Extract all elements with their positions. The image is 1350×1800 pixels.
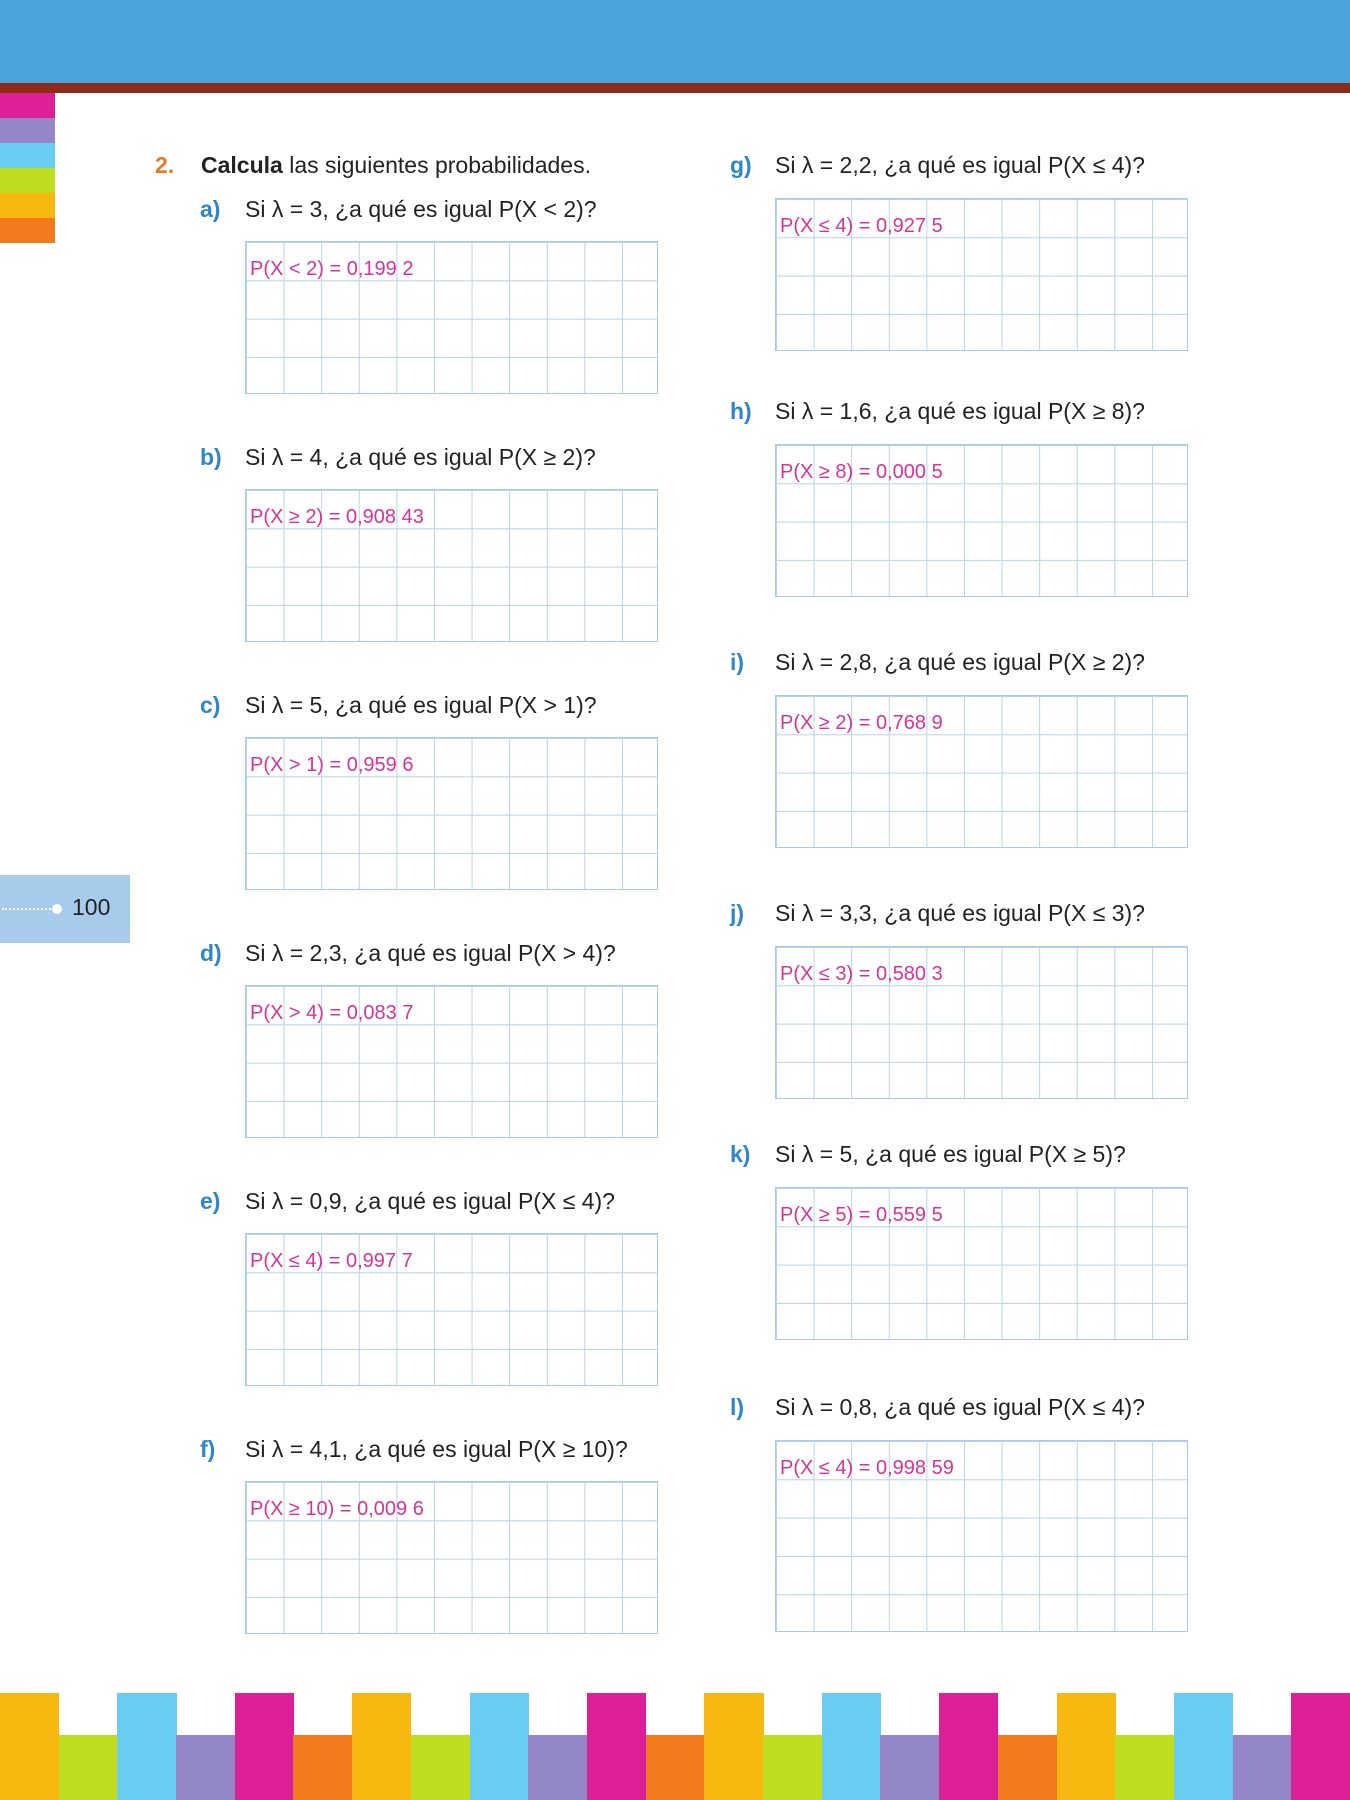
- answer-grid[interactable]: [775, 946, 1188, 1099]
- exercise-instruction: las siguientes probabilidades.: [282, 152, 591, 178]
- answer-grid[interactable]: [775, 198, 1188, 351]
- color-swatch: [0, 143, 55, 168]
- item-question: Si λ = 3,3, ¿a qué es igual P(X ≤ 3)?: [775, 900, 1145, 926]
- item-letter: h): [730, 398, 752, 424]
- color-stripe: [352, 1693, 411, 1800]
- item-letter: b): [200, 444, 222, 470]
- handwritten-answer: P(X < 2) = 0,199 2: [250, 258, 414, 280]
- color-stripe: [998, 1735, 1057, 1800]
- color-stripe: [59, 1735, 118, 1800]
- header-bar: [0, 0, 1350, 83]
- color-swatch: [0, 93, 55, 118]
- exercise-verb: Calcula: [201, 152, 283, 178]
- item-question: Si λ = 2,3, ¿a qué es igual P(X > 4)?: [245, 940, 616, 966]
- answer-grid[interactable]: [775, 695, 1188, 848]
- item-letter: d): [200, 940, 222, 966]
- item-letter: c): [200, 692, 221, 718]
- color-stripe: [587, 1693, 646, 1800]
- exercise-number: 2.: [155, 152, 175, 178]
- color-stripe: [117, 1693, 176, 1800]
- answer-grid[interactable]: [775, 444, 1188, 597]
- color-stripe: [235, 1693, 294, 1800]
- item-question: Si λ = 2,2, ¿a qué es igual P(X ≤ 4)?: [775, 152, 1145, 178]
- answer-grid[interactable]: [245, 241, 658, 394]
- color-stripe: [293, 1735, 352, 1800]
- color-stripe: [1057, 1693, 1116, 1800]
- answer-grid[interactable]: [245, 737, 658, 890]
- color-stripe: [528, 1735, 587, 1800]
- handwritten-answer: P(X > 1) = 0,959 6: [250, 754, 414, 776]
- answer-grid[interactable]: [245, 489, 658, 642]
- color-swatch: [0, 193, 55, 218]
- header-rule: [0, 83, 1350, 93]
- handwritten-answer: P(X ≥ 2) = 0,908 43: [250, 506, 424, 528]
- item-letter: a): [200, 196, 221, 222]
- handwritten-answer: P(X ≤ 4) = 0,997 7: [250, 1250, 413, 1272]
- item-letter: l): [730, 1394, 745, 1420]
- color-stripe: [1291, 1693, 1350, 1800]
- leader-dot: [52, 904, 62, 914]
- color-stripe: [470, 1693, 529, 1800]
- handwritten-answer: P(X ≥ 8) = 0,000 5: [780, 461, 943, 483]
- item-question: Si λ = 2,8, ¿a qué es igual P(X ≥ 2)?: [775, 649, 1145, 675]
- item-letter: j): [730, 900, 745, 926]
- color-stripe: [1174, 1693, 1233, 1800]
- handwritten-answer: P(X ≤ 4) = 0,998 59: [780, 1457, 954, 1479]
- exercise-title: [155, 152, 591, 179]
- color-swatch-column: [0, 93, 55, 243]
- color-swatch: [0, 218, 55, 243]
- item-letter: e): [200, 1188, 221, 1214]
- item-question: Si λ = 1,6, ¿a qué es igual P(X ≥ 8)?: [775, 398, 1145, 424]
- page-number-tab: [0, 875, 130, 943]
- item-letter: f): [200, 1436, 216, 1462]
- item-question: Si λ = 5, ¿a qué es igual P(X ≥ 5)?: [775, 1141, 1126, 1167]
- item-question: Si λ = 4,1, ¿a qué es igual P(X ≥ 10)?: [245, 1436, 628, 1462]
- item-question: Si λ = 4, ¿a qué es igual P(X ≥ 2)?: [245, 444, 596, 470]
- color-stripe: [1233, 1735, 1292, 1800]
- item-question: Si λ = 5, ¿a qué es igual P(X > 1)?: [245, 692, 597, 718]
- decorative-stripe-footer: [0, 1693, 1350, 1800]
- color-stripe: [880, 1735, 939, 1800]
- handwritten-answer: P(X ≥ 10) = 0,009 6: [250, 1498, 424, 1520]
- handwritten-answer: P(X > 4) = 0,083 7: [250, 1002, 414, 1024]
- handwritten-answer: P(X ≤ 3) = 0,580 3: [780, 963, 943, 985]
- color-swatch: [0, 118, 55, 143]
- color-stripe: [939, 1693, 998, 1800]
- item-letter: k): [730, 1141, 751, 1167]
- item-question: Si λ = 0,9, ¿a qué es igual P(X ≤ 4)?: [245, 1188, 615, 1214]
- color-stripe: [176, 1735, 235, 1800]
- answer-grid[interactable]: [775, 1187, 1188, 1340]
- item-question: Si λ = 0,8, ¿a qué es igual P(X ≤ 4)?: [775, 1394, 1145, 1420]
- dotted-leader: [2, 908, 54, 910]
- answer-grid[interactable]: [245, 1481, 658, 1634]
- item-letter: g): [730, 152, 752, 178]
- handwritten-answer: P(X ≥ 2) = 0,768 9: [780, 712, 943, 734]
- answer-grid[interactable]: [245, 985, 658, 1138]
- color-stripe: [822, 1693, 881, 1800]
- answer-grid[interactable]: [245, 1233, 658, 1386]
- handwritten-answer: P(X ≤ 4) = 0,927 5: [780, 215, 943, 237]
- answer-grid[interactable]: [775, 1440, 1188, 1632]
- color-stripe: [1115, 1735, 1174, 1800]
- color-stripe: [763, 1735, 822, 1800]
- color-stripe: [704, 1693, 763, 1800]
- color-stripe: [0, 1693, 59, 1800]
- item-question: Si λ = 3, ¿a qué es igual P(X < 2)?: [245, 196, 597, 222]
- handwritten-answer: P(X ≥ 5) = 0,559 5: [780, 1204, 943, 1226]
- item-letter: i): [730, 649, 745, 675]
- color-stripe: [411, 1735, 470, 1800]
- page-number: 100: [72, 894, 111, 920]
- color-stripe: [646, 1735, 705, 1800]
- color-swatch: [0, 168, 55, 193]
